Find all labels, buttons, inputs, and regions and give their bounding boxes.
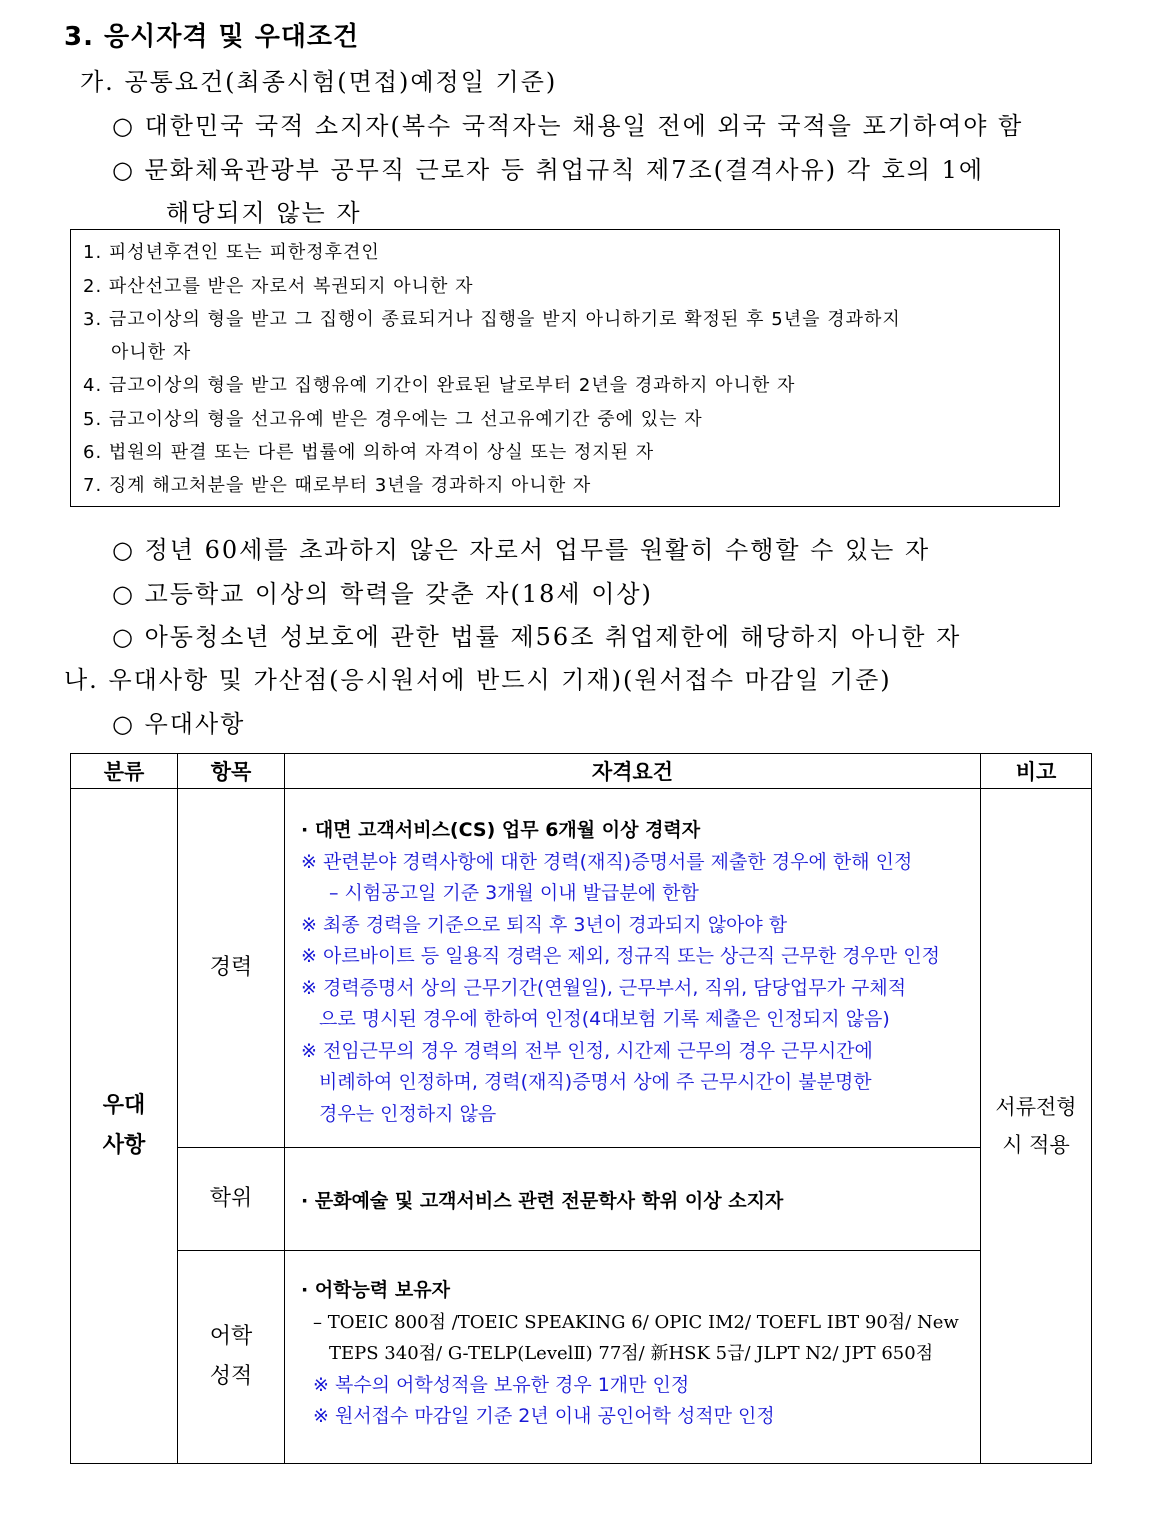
disqualification-box bbox=[70, 229, 1060, 507]
header-item: 항목 bbox=[178, 754, 285, 789]
requirement-note: ※ 관련분야 경력사항에 대한 경력(재직)증명서를 제출한 경우에 한해 인정 bbox=[301, 850, 913, 873]
item-label: 학위 bbox=[209, 1186, 253, 1211]
requirement-bullet: ○ 문화체육관광부 공무직 근로자 등 취업규칙 제7조(결격사유) 각 호의 1에 bbox=[112, 156, 985, 184]
requirement-bullet-continuation: 해당되지 않는 자 bbox=[166, 199, 362, 227]
category-line: 우대 bbox=[102, 1093, 146, 1118]
requirement-note: – 시험공고일 기준 3개월 이내 발급분에 한함 bbox=[329, 882, 699, 904]
requirement-note: ※ 복수의 어학성적을 보유한 경우 1개만 인정 bbox=[313, 1373, 690, 1396]
header-requirement: 자격요건 bbox=[285, 754, 981, 789]
requirement-note: ※ 아르바이트 등 일용직 경력은 제외, 정규직 또는 상근직 근무한 경우만 인정 bbox=[301, 945, 941, 967]
requirement-note: ※ 원서접수 마감일 기준 2년 이내 공인어학 성적만 인정 bbox=[313, 1405, 775, 1427]
requirement-cell-career bbox=[285, 789, 981, 1148]
requirement-note: 비례하여 인정하며, 경력(재직)증명서 상에 주 근무시간이 불분명한 bbox=[319, 1071, 872, 1093]
item-cell-language bbox=[178, 1251, 285, 1464]
note-line: 시 적용 bbox=[1002, 1133, 1070, 1157]
requirement-bullet: ○ 정년 60세를 초과하지 않은 자로서 업무를 원활히 수행할 수 있는 자 bbox=[112, 536, 931, 564]
item-label: 어학 bbox=[209, 1324, 253, 1349]
requirement-note: ※ 최종 경력을 기준으로 퇴직 후 3년이 경과되지 않아야 함 bbox=[301, 913, 788, 936]
note-cell bbox=[981, 789, 1092, 1464]
preference-table bbox=[70, 753, 1092, 1464]
requirement-note: ※ 전임근무의 경우 경력의 전부 인정, 시간제 근무의 경우 근무시간에 bbox=[301, 1039, 873, 1062]
table-header-row bbox=[71, 754, 1092, 789]
common-requirements-title: 가. 공통요건(최종시험(면접)예정일 기준) bbox=[80, 68, 558, 96]
header-category: 분류 bbox=[71, 754, 178, 789]
item-label: 경력 bbox=[209, 955, 253, 980]
table-row bbox=[71, 1148, 1092, 1251]
item-cell-degree bbox=[178, 1148, 285, 1251]
requirement-note: ※ 경력증명서 상의 근무기간(연월일), 근무부서, 직위, 담당업무가 구체적 bbox=[301, 976, 907, 999]
disqualification-item: 2. 파산선고를 받은 자로서 복권되지 아니한 자 bbox=[83, 276, 474, 297]
note-line: 서류전형 bbox=[995, 1095, 1077, 1119]
table-row bbox=[71, 789, 1092, 1148]
requirement-bullet: ○ 아동청소년 성보호에 관한 법률 제56조 취업제한에 해당하지 아니한 자 bbox=[112, 623, 962, 651]
requirement-heading: · 어학능력 보유자 bbox=[301, 1279, 450, 1301]
disqualification-item: 5. 금고이상의 형을 선고유예 받은 경우에는 그 선고유예기간 중에 있는 자 bbox=[83, 409, 703, 430]
requirement-bullet: ○ 대한민국 국적 소지자(복수 국적자는 채용일 전에 외국 국적을 포기하여야 함 bbox=[112, 112, 1024, 140]
requirement-heading: · 문화예술 및 고객서비스 관련 전문학사 학위 이상 소지자 bbox=[301, 1189, 784, 1212]
category-line: 사항 bbox=[102, 1133, 146, 1158]
requirement-heading: · 대면 고객서비스(CS) 업무 6개월 이상 경력자 bbox=[301, 819, 701, 841]
category-cell bbox=[71, 789, 178, 1464]
requirement-bullet: ○ 고등학교 이상의 학력을 갖춘 자(18세 이상) bbox=[112, 580, 653, 608]
item-label: 성적 bbox=[209, 1364, 253, 1389]
header-note: 비고 bbox=[981, 754, 1092, 789]
language-score-list: – TOEIC 800점 /TOEIC SPEAKING 6/ OPIC IM2/ TOEFL IBT 90점/ New bbox=[313, 1311, 959, 1333]
disqualification-item: 7. 징계 해고처분을 받은 때로부터 3년을 경과하지 아니한 자 bbox=[83, 475, 592, 496]
disqualification-item: 3. 금고이상의 형을 받고 그 집행이 종료되거나 집행을 받지 아니하기로 확정된 후 5년을 경과하지 bbox=[83, 309, 901, 330]
preference-bullet: ○ 우대사항 bbox=[112, 710, 246, 738]
table-row bbox=[71, 1251, 1092, 1464]
disqualification-item: 6. 법원의 판결 또는 다른 법률에 의하여 자격이 상실 또는 정지된 자 bbox=[83, 442, 655, 463]
requirement-note: 으로 명시된 경우에 한하여 인정(4대보험 기록 제출은 인정되지 않음) bbox=[319, 1008, 890, 1030]
preference-title: 나. 우대사항 및 가산점(응시원서에 반드시 기재)(원서접수 마감일 기준) bbox=[64, 666, 892, 694]
language-score-list: TEPS 340점/ G-TELP(LevelⅡ) 77점/ 新HSK 5급/ JLPT N2/ JPT 650점 bbox=[329, 1343, 934, 1364]
requirement-cell-degree bbox=[285, 1148, 981, 1251]
disqualification-item: 1. 피성년후견인 또는 피한정후견인 bbox=[83, 242, 380, 263]
requirement-note: 경우는 인정하지 않음 bbox=[319, 1102, 497, 1125]
requirement-cell-language bbox=[285, 1251, 981, 1464]
section-heading: 3. 응시자격 및 우대조건 bbox=[64, 22, 360, 52]
item-cell-career bbox=[178, 789, 285, 1148]
disqualification-item: 4. 금고이상의 형을 받고 집행유예 기간이 완료된 날로부터 2년을 경과하지 아니한 자 bbox=[83, 375, 796, 396]
disqualification-item-continuation: 아니한 자 bbox=[111, 342, 192, 363]
